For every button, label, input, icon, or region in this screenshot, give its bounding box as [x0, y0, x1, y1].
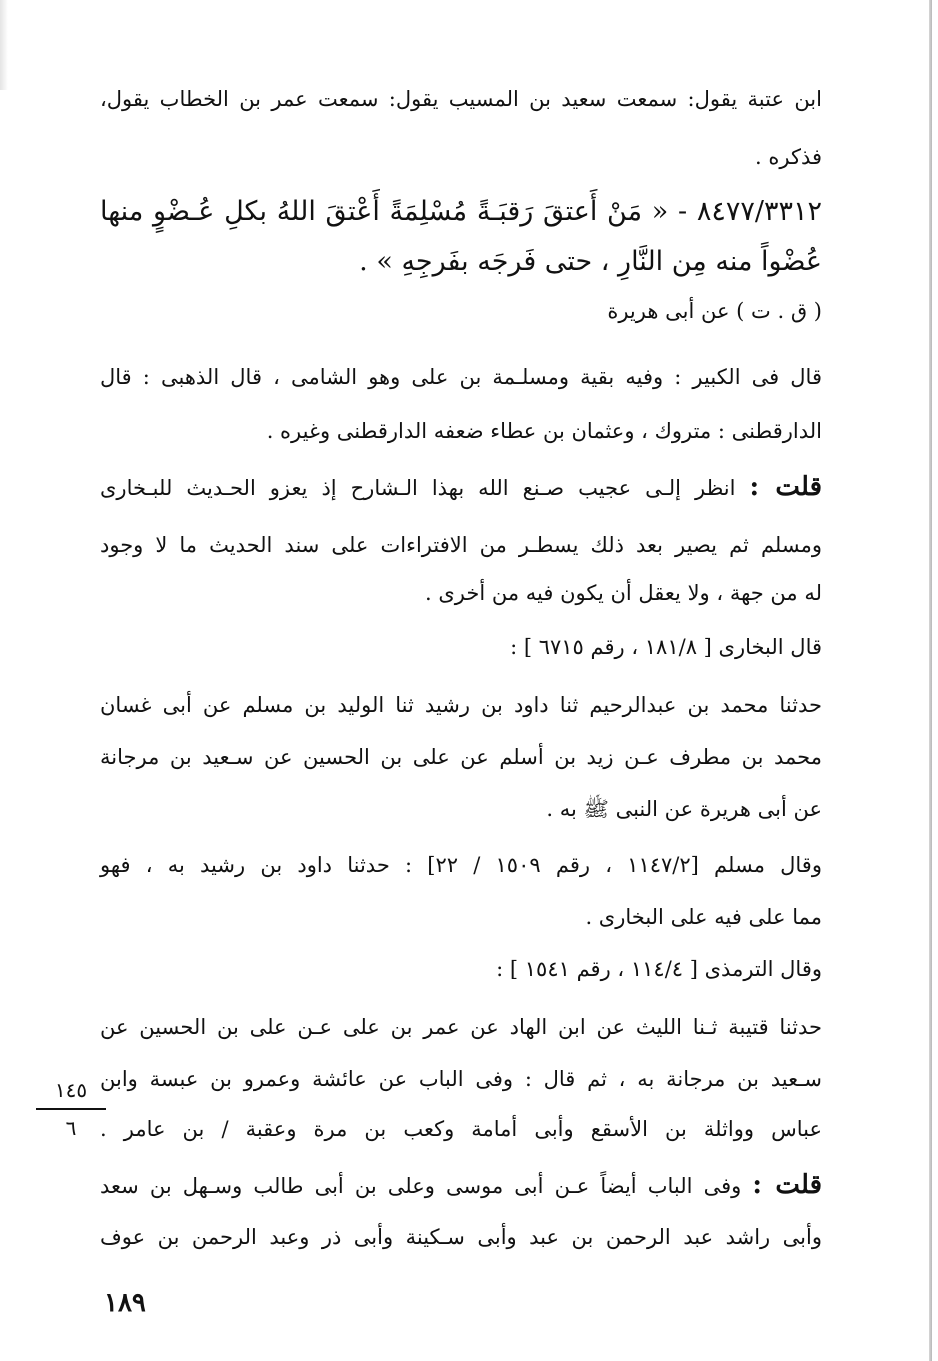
- text-line: وقال مسلم [١١٤٧/٢ ، رقم ١٥٠٩ / ٢٢] : حدثنا داود بن رشيد به ، فهو: [100, 853, 822, 877]
- qultu-label: قلت :: [749, 472, 822, 502]
- commentary-text: وفى الباب أيضاً عـن أبى موسى وعلى بن أبى طالب وسـهل بن سعد: [100, 1174, 742, 1198]
- text-line: حدثنا قتيبة ثـنا الليث عن ابن الهاد عن عمر بن على عـن على بن الحسين عن: [100, 1015, 822, 1039]
- commentary-line: [100, 472, 822, 506]
- margin-reference: [36, 1076, 106, 1142]
- text-line: ابن عتبة يقول: سمعت سعيد بن المسيب يقول: سمعت عمر بن الخطاب يقول،: [100, 87, 822, 111]
- text-line: وأبى راشد عبد الرحمن بن عبد وأبى سـكينة وأبى ذر وعبد الرحمن بن عوف: [100, 1225, 822, 1249]
- text-line: له من جهة ، ولا يعقل أن يكون فيه من أخرى .: [425, 581, 822, 605]
- qultu-label: قلت :: [752, 1170, 822, 1200]
- text-line: سـعيد بن مرجانة به ، ثم قال : وفى الباب عن عائشة وعمرو بن عبسة وابن: [100, 1067, 822, 1091]
- margin-reference-top: ١٤٥: [54, 1078, 88, 1102]
- citation-heading: وقال الترمذى [ ١١٤/٤ ، رقم ١٥٤١ ] :: [496, 957, 822, 981]
- margin-reference-bottom: ٦: [65, 1116, 77, 1140]
- text-line: عباس وواثلة بن الأسقع وأبى أمامة وكعب بن مرة وعقبة / بن عامر .: [100, 1117, 822, 1141]
- commentary-line: [100, 1170, 822, 1204]
- text-line: عن أبى هريرة عن النبى ﷺ به .: [546, 797, 822, 821]
- page-number: ١٨٩: [104, 1288, 146, 1318]
- hadith-text-line: عُضْواً منه مِن النَّارِ ، حتى فَرجَه بفَرجِهِ » .: [359, 246, 822, 277]
- text-line: حدثنا محمد بن عبدالرحيم ثنا داود بن رشيد ثنا الوليد بن مسلم عن أبى غسان: [100, 693, 822, 717]
- text-line: محمد بن مطرف عـن زيد بن أسلم عن على بن الحسين عن سـعيد بن مرجانة: [100, 745, 822, 769]
- text-line: مما على فيه على البخارى .: [585, 905, 822, 929]
- text-line: قال فى الكبير : وفيه بقية ومسلـمة بن على وهو الشامى ، قال الذهبى : قال: [100, 365, 822, 389]
- text-line: فذكره .: [755, 145, 822, 169]
- commentary-text: انظر إلـى عجيب صـنع الله بهذا الـشارح إذ يعزو الحـديث للبـخارى: [100, 476, 736, 500]
- page-fold-line: [929, 0, 932, 1361]
- hadith-text-line: ٨٤٧٧/٣٣١٢ - « مَنْ أَعتقَ رَقبَـةً مُسْلِمَةً أَعْتقَ اللهُ بكلِ عُـضْوٍ منها: [100, 196, 822, 227]
- citation-heading: قال البخارى [ ١٨١/٨ ، رقم ٦٧١٥ ] :: [510, 635, 822, 659]
- hadith-source: ( ق . ت ) عن أبى هريرة: [607, 299, 822, 323]
- scan-edge-shadow: [0, 0, 8, 90]
- margin-divider: [36, 1108, 106, 1110]
- text-line: الدارقطنى : متروك ، وعثمان بن عطاء ضعفه الدارقطنى وغيره .: [266, 419, 822, 443]
- text-line: ومسلم ثم يصير بعد ذلك يسطـر من الافتراءات على سند الحديث ما لا وجود: [100, 533, 822, 557]
